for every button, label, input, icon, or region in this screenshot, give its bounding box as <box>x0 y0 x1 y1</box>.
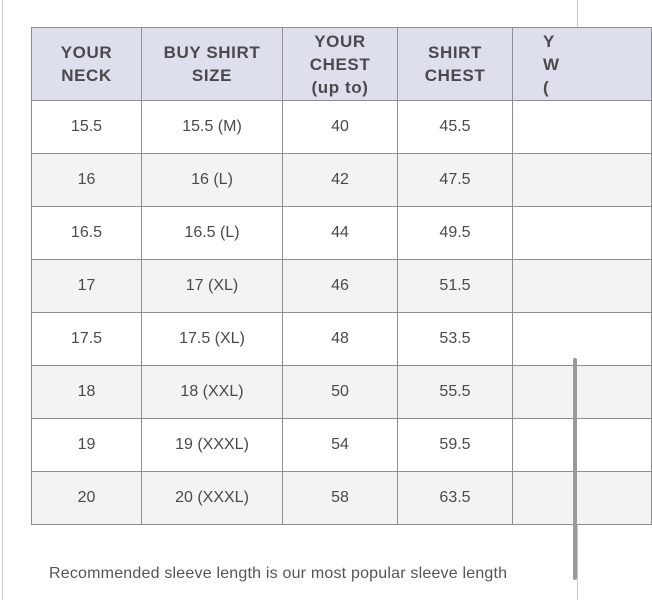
header-shirt-chest: SHIRT CHEST <box>398 28 513 101</box>
cell-cutoff <box>513 366 652 419</box>
cell-shirt-size: 17.5 (XL) <box>142 313 283 366</box>
cell-neck: 17.5 <box>32 313 142 366</box>
cell-neck: 16 <box>32 154 142 207</box>
cell-chest: 40 <box>283 101 398 154</box>
table-row <box>32 207 652 260</box>
table-row <box>32 260 652 313</box>
table-row <box>32 366 652 419</box>
header-buy-shirt-size: BUY SHIRT SIZE <box>142 28 283 101</box>
cell-chest: 42 <box>283 154 398 207</box>
cell-shirt-size: 15.5 (M) <box>142 101 283 154</box>
cell-shirt-chest: 59.5 <box>398 419 513 472</box>
cell-cutoff <box>513 207 652 260</box>
cell-chest: 58 <box>283 472 398 525</box>
header-cutoff-column: Y W ( <box>513 28 652 101</box>
cell-chest: 46 <box>283 260 398 313</box>
size-chart-table <box>31 27 652 525</box>
table-row <box>32 419 652 472</box>
cell-chest: 44 <box>283 207 398 260</box>
cell-cutoff <box>513 313 652 366</box>
cell-shirt-chest: 49.5 <box>398 207 513 260</box>
cell-chest: 50 <box>283 366 398 419</box>
cell-chest: 54 <box>283 419 398 472</box>
cell-shirt-chest: 63.5 <box>398 472 513 525</box>
cell-shirt-size: 20 (XXXL) <box>142 472 283 525</box>
table-header-row <box>32 28 652 101</box>
cell-neck: 19 <box>32 419 142 472</box>
cell-shirt-chest: 45.5 <box>398 101 513 154</box>
cell-cutoff <box>513 419 652 472</box>
vertical-scrollbar-thumb[interactable] <box>573 358 577 580</box>
cell-neck: 18 <box>32 366 142 419</box>
cell-shirt-size: 16.5 (L) <box>142 207 283 260</box>
cell-shirt-chest: 47.5 <box>398 154 513 207</box>
table-row <box>32 472 652 525</box>
size-table-viewport[interactable] <box>31 27 560 530</box>
table-row <box>32 313 652 366</box>
cell-neck: 17 <box>32 260 142 313</box>
cell-shirt-chest: 51.5 <box>398 260 513 313</box>
cell-shirt-size: 18 (XXL) <box>142 366 283 419</box>
cell-neck: 16.5 <box>32 207 142 260</box>
cell-cutoff <box>513 154 652 207</box>
cell-shirt-size: 17 (XL) <box>142 260 283 313</box>
cell-shirt-chest: 55.5 <box>398 366 513 419</box>
cell-cutoff <box>513 101 652 154</box>
cell-shirt-size: 19 (XXXL) <box>142 419 283 472</box>
cell-cutoff <box>513 472 652 525</box>
table-row <box>32 101 652 154</box>
cell-shirt-chest: 53.5 <box>398 313 513 366</box>
sleeve-length-note: Recommended sleeve length is our most popular sleeve length <box>49 565 508 582</box>
cell-shirt-size: 16 (L) <box>142 154 283 207</box>
header-your-chest: YOUR CHEST (up to) <box>283 28 398 101</box>
cell-neck: 15.5 <box>32 101 142 154</box>
header-your-neck: YOUR NECK <box>32 28 142 101</box>
cell-neck: 20 <box>32 472 142 525</box>
cell-cutoff <box>513 260 652 313</box>
table-row <box>32 154 652 207</box>
cell-chest: 48 <box>283 313 398 366</box>
